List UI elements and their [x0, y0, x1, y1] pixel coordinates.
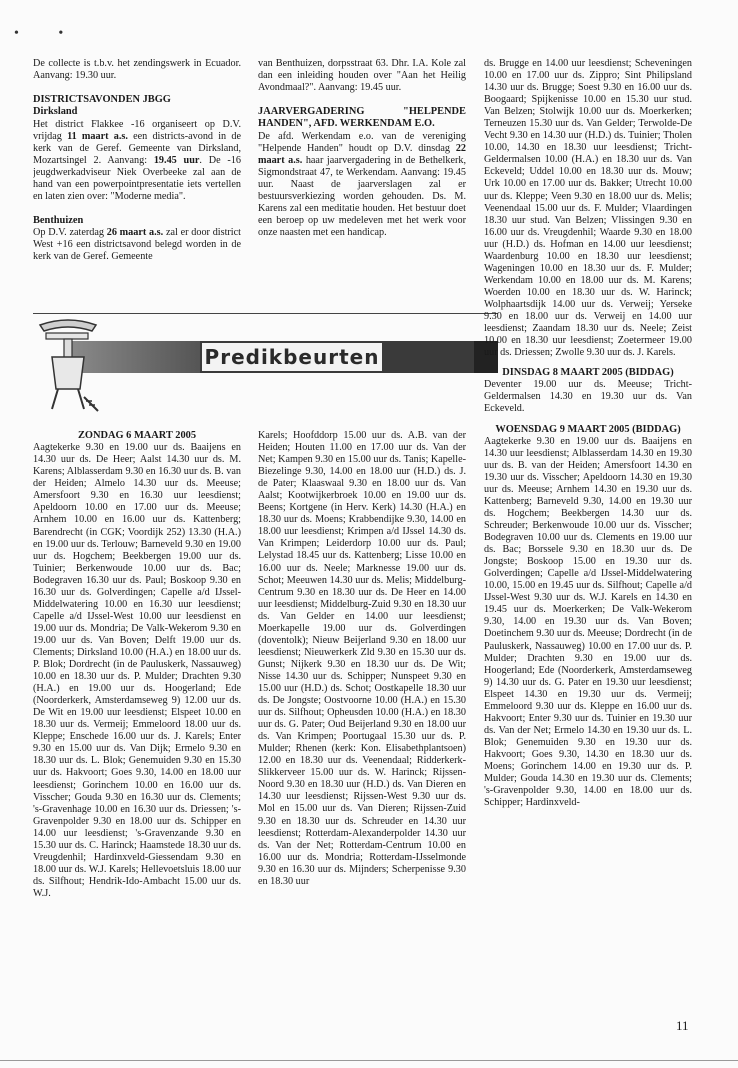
col2-bottom	[258, 430, 466, 1010]
dirksland-paragraph: Het district Flakkee -16 organiseert op D.V. vrijdag 11 maart a.s. een districts-avond in de kerk van de Geref. Gemeente van Dirksland, Mozartsingel 2. Aanvang: 19.45 uur. De -16 jeugdwerkadviseur Niek Overbeeke zal aan de hand van een powerpointpresentatie iets vertellen en laten zien over: "Moderne media".	[33, 118, 241, 202]
benthuizen-continued: van Benthuizen, dorpsstraat 63. Dhr. I.A. Kole zal dan een inleiding houden over "Aan het Heilig Avondmaal?". Aanvang: 19.45 uur.	[258, 58, 466, 94]
dirksland-heading: Dirksland	[33, 106, 78, 118]
districtsavonden-heading: DISTRICTSAVONDEN JBGG	[33, 94, 171, 106]
jaarvergadering-heading: JAARVERGADERING "HELPENDE HANDEN", AFD. WERKENDAM E.O.	[258, 106, 466, 130]
dinsdag-heading: DINSDAG 8 MAART 2005 (BIDDAG)	[502, 367, 674, 379]
zondag-listing-continued: Karels; Hoofddorp 15.00 uur ds. A.B. van der Heiden; Houten 11.00 en 17.00 uur ds. Van der Net; Kampen 9.30 en 15.00 uur ds. Tanis; Kapelle-Biezelinge 9.30, 14.00 en 18.00 uur (H.D.) ds. J. de Pater; Klaaswaal 9.30 en 18.00 uur ds. Van Aalst; Kootwijkerbroek 10.00 en 19.00 uur ds. Beens; Kortgene (in Herv. Kerk) 14.30 (H.A.) en 18.30 uur ds. Moens; Krabbendijke 9.30, 14.00 en 18.00 uur leesdienst; Krimpen a/d IJssel 14.30 ds. Van Krimpen; Leiderdorp 10.00 uur ds. Paul; Lelystad 18.45 uur ds. Kattenberg; Lisse 10.00 en 16.00 uur ds. Neele; Marknesse 19.00 uur ds. Schot; Meeuwen 14.30 uur ds. Melis; Middelburg-Centrum 9.30 en 18.30 uur ds. De Heer en 14.00 uur leesdienst; Middelburg-Zuid 9.30 en 18.30 uur ds. Van Gelder en 14.00 uur leesdienst; Moerkapelle 19.00 uur ds. Golverdingen (doventolk); Nieuw Beijerland 9.30 en 18.00 uur leesdienst; Nieuwerkerk Zld 9.30 en 15.30 uur ds. Gunst; Nijkerk 9.30 en 18.30 uur ds. De Wit; Nisse 14.30 uur ds. Schipper; Nunspeet 9.30 en 15.00 uur (H.D.) ds. Schot; Oostkapelle 18.30 uur ds. De Jongste; Oostvoorne 10.00 (H.A.) en 15.30 uur ds. Silfhout; Opheusden 10.00 (H.A.) en 18.30 uur ds. G. Pater; Oud Beijerland 9.30 en 18.00 uur ds. Van Krimpen; Poortugaal 15.30 uur ds. P. Mulder; Rhenen (kerk: Kon. Elisabethplantsoen) 12.00 en 18.30 uur ds. Veenendaal; Ridderkerk-Slikkerveer 15.00 uur ds. W. Harinck; Rijssen-Noord 9.30 en 18.30 uur (H.D.) ds. Van Dieren en 14.30 uur leesdienst; Rijssen-West 9.30 uur ds. Mol en 15.00 uur ds. Van Dieren; Rijssen-Zuid 9.30 en 18.30 uur ds. Schreuder en 14.30 uur leesdienst; Rotterdam-Alexanderpolder 14.30 uur ds. Van der Net; Rotterdam-Centrum 10.00 en 16.00 uur ds. Mondria; Rotterdam-IJsselmonde 9.30 en 16.30 uur ds. Mijnders; Scherpenisse 9.30 en 18.30 uur	[258, 430, 466, 887]
section-divider	[33, 313, 498, 314]
zondag-heading: ZONDAG 6 MAART 2005	[77, 430, 197, 441]
page-number: 11	[676, 1018, 689, 1033]
zondag-listing-end: ds. Brugge en 14.00 uur leesdienst; Scheveningen 10.00 en 17.00 uur ds. Zippro; Sint Philipsland 14.30 uur ds. Brugge; Soest 9.30 en 16.00 uur ds. Boogaard; Spijkenisse 10.00 en 15.30 uur stud. Van Belzen; Stolwijk 10.00 uur ds. Moerkerken; Terneuzen 15.30 uur ds. Van Gelder; Terwolde-De Vecht 9.30 en 14.30 uur (H.D.) ds. Tuinier; Tholen 10.00, 14.30 en 18.30 uur leesdienst; Tricht-Geldermalsen 10.00 (H.A.) en 18.30 uur ds. Van Eckeveld; Uddel 10.00 en 18.30 uur ds. Mouw; Urk 10.00 en 17.00 uur ds. Bakker; Utrecht 10.00 uur ds. Kleppe; Veen 9.30 en 18.00 uur ds. Melis; Veenendaal 15.00 uur ds. F. Mulder; Vlaardingen 18.30 uur stud. Van Belzen; Vlissingen 9.30 en 16.00 uur ds. Vreugdenhil; Waarde 9.30 en 18.00 uur (H.D.) ds. Hofman en 14.00 uur leesdienst; Waardenburg 10.00 en 18.30 uur leesdienst; Wageningen 10.00 en 18.30 uur ds. F. Mulder; Werkendam 10.00 en 18.00 uur ds. M. Karens; Woerden 10.00 en 18.30 uur ds. W. Harinck; Wolphaartsdijk 14.00 uur ds. Verweij; Yerseke 9.30 en 18.00 uur ds. Verweij en 14.00 uur leesdienst; Zaandam 18.30 uur ds. Neele; Zeist 10.00 en 18.30 uur leesdienst; Zoetermeer 19.00 uur ds. Driessen; Zwolle 9.30 uur ds. J. Karels.	[484, 58, 692, 359]
page-bottom-line	[0, 1060, 738, 1061]
col1-top	[33, 58, 241, 308]
pulpit-icon	[34, 317, 104, 415]
col2-top	[258, 58, 466, 308]
banner-title: Predikbeurten	[204, 345, 380, 369]
woensdag-heading: WOENSDAG 9 MAART 2005 (BIDDAG)	[495, 423, 681, 435]
collecte-paragraph: De collecte is t.b.v. het zendingswerk in Ecuador. Aanvang: 19.30 uur.	[33, 58, 241, 82]
scan-marks: • •	[14, 26, 82, 41]
predikbeurten-banner	[34, 317, 504, 415]
col3	[484, 58, 692, 1003]
benthuizen-heading: Benthuizen	[33, 214, 84, 226]
zondag-listing: Aagtekerke 9.30 en 19.00 uur ds. Baaijens en 14.30 uur ds. De Heer; Aalst 14.30 uur ds. M. Karens; Alblasserdam 9.30 en 16.30 uur ds. B. van der Heiden; Almelo 14.30 uur ds. Meeuse; Amersfoort 9.30 en 16.30 uur leesdienst; Apeldoorn 10.00 en 17.00 uur ds. Meeuse; Arnhem 10.00 en 16.00 uur ds. Kattenberg; Barendrecht (in CGK; Voordijk 252) 13.30 (H.A.) en 19.00 uur ds. Terlouw; Barneveld 9.30 en 19.00 uur ds. Hogchem; Beekbergen 19.00 uur ds. Tuinier; Berkenwoude 10.00 uur ds. Bac; Bodegraven 16.30 uur ds. Paul; Boskoop 9.30 en 16.30 uur ds. Golverdingen; Capelle a/d IJssel-Middelwatering 10.00 en 16.30 uur leesdienst; Capelle a/d IJssel-West 10.00 uur leesdienst en 19.00 uur ds. Mondria; De Valk-Wekerom 9.30 en 19.00 uur ds. Van Boven; Delft 19.00 uur ds. Clements; Dirksland 10.00 (H.A.) en 18.00 uur ds. P. Blok; Dordrecht (in de Pauluskerk, Nassauweg) 10.00 en 18.30 uur ds. P. Mulder; Drachten 9.30 (H.A.) en 19.00 uur ds. Hoogerland; Ede (Noorderkerk, Amsterdamseweg 9) 12.00 uur ds. De Wit en 19.00 uur leesdienst; Elspeet 10.00 en 18.30 uur ds. Vermeij; Emmeloord 18.00 uur ds. Kleppe; Enschede 16.00 uur ds. J. Karels; Enter 9.30 en 15.00 uur ds. Van Dijk; Ermelo 9.30 en 18.30 uur ds. L. Blok; Genemuiden 9.30 en 15.30 uur ds. Hakvoort; Goes 9.30, 14.00 en 18.00 uur leesdienst; Gorinchem 10.00 en 16.00 uur ds. Visscher; Gouda 9.30 en 16.30 uur ds. Clements; 's-Gravenhage 10.00 en 16.30 uur ds. Driessen; 's-Gravenpolder 9.30 en 18.00 uur ds. Schipper en 14.00 uur leesdienst; 's-Gravenzande 9.30 en 15.30 uur ds. C. Harinck; Haamstede 18.30 uur ds. Vreugdenhil; Hardinxveld-Giessendam 9.30 en 18.00 uur ds. W.J. Karels; Hellevoetsluis 18.00 uur ds. Silfhout; Hendrik-Ido-Ambacht 15.00 uur ds. W.J.	[33, 442, 241, 899]
benthuizen-paragraph: Op D.V. zaterdag 26 maart a.s. zal er door district West +16 een districtsavond belegd worden in de kerk van de Geref. Gemeente	[33, 227, 241, 263]
jaarvergadering-paragraph: De afd. Werkendam e.o. van de vereniging "Helpende Handen" houdt op D.V. dinsdag 22 maart a.s. haar jaarvergadering in de Bethelkerk, Sigmondstraat 47, te Werkendam. Aanvang: 19.45 uur. Naast de jaarverslagen zal er bestuursverkiezing worden gehouden. Ds. M. Karens zal een meditatie houden. Het bestuur doet een beroep op uw medeleven met het werk voor onze naasten met een handicap.	[258, 130, 466, 238]
dinsdag-listing: Deventer 19.00 uur ds. Meeuse; Tricht-Geldermalsen 14.30 en 19.30 uur ds. Van Eckeveld.	[484, 379, 692, 415]
banner-label-box	[200, 341, 384, 373]
col1-bottom	[33, 430, 241, 1010]
woensdag-listing: Aagtekerke 9.30 en 19.00 uur ds. Baaijens en 14.30 uur leesdienst; Alblasserdam 14.30 en 19.30 uur ds. B. van der Heiden; Amersfoort 14.30 en 19.30 uur ds. Visscher; Apeldoorn 14.30 en 19.30 uur ds. Meeuse; Arnhem 14.30 en 19.30 uur ds. Kattenberg; Barneveld 9.30, 14.00 en 19.30 uur ds. Hogchem; Beekbergen 14.30 uur ds. Schreuder; Berkenwoude 10.00 uur ds. Visscher; Bodegraven 10.00 uur ds. Clements en 19.00 uur ds. Bac; Borssele 9.30 en 18.30 uur ds. De Jongste; Boskoop 15.00 en 19.30 uur ds. Golverdingen; Capelle a/d IJssel-Middelwatering 10.00, 15.00 en 19.45 uur ds. Silfhout; Capelle a/d IJssel-West 9.30 uur ds. W.J. Karels en 14.30 en 19.45 uur ds. Moerkerken; De Valk-Wekerom 9.30, 14.00 en 19.30 uur ds. Van Boven; Doetinchem 9.30 uur ds. Meeuse; Dordrecht (in de Pauluskerk, Nassauweg) 10.00 en 17.00 uur ds. P. Mulder; Drachten 9.30 en 19.00 uur ds. Hoogerland; Ede (Noorderkerk, Amsterdamseweg 9) 14.30 uur ds. G. Pater en 19.30 uur leesdienst; Elspeet 14.30 en 19.30 uur ds. Vermeij; Emmeloord 9.30 uur ds. Kleppe en 16.00 uur ds. Hakvoort; Enter 9.30 uur ds. Tuinier en 19.30 uur ds. Van der Net; Ermelo 14.30 en 19.30 uur ds. L. Blok; Genemuiden 9.30 en 19.30 uur ds. Hakvoort; Goes 9.30, 14.30 en 18.30 uur ds. Moens; Gorinchem 14.00 en 19.30 uur ds. P. Mulder; Gouda 14.30 en 19.30 uur ds. Clements; 's-Gravenpolder 9.30, 14.00 en 18.00 uur ds. Schipper; Hardinxveld-	[484, 435, 692, 809]
